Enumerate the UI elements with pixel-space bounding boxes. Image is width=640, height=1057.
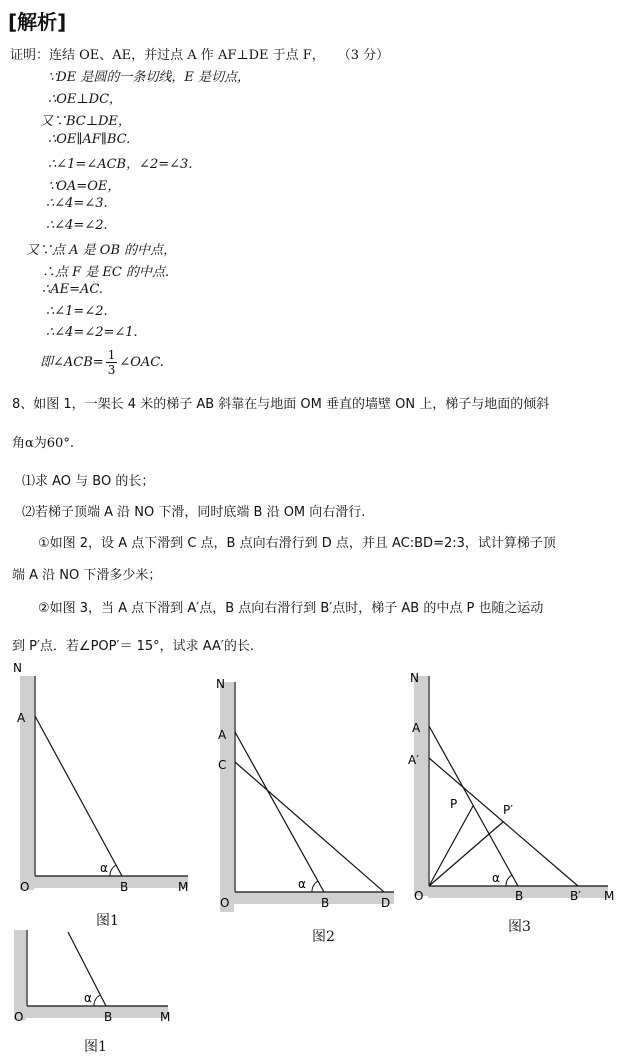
segment-op [429, 806, 473, 886]
proof-line: 证明：连结 OE、AE，并过点 A 作 AF⊥DE 于点 F， （3 分） [10, 48, 390, 63]
fraction [106, 348, 118, 377]
figure-3-drawing [400, 666, 630, 916]
proof-line: ∴∠1=∠2. [46, 304, 108, 319]
label-b: B [515, 889, 524, 903]
label-a: A [218, 728, 227, 742]
figure-3 [400, 666, 630, 935]
ground-bar [34, 876, 188, 888]
label-a: A [412, 721, 421, 735]
proof-line: ∵OA=OE， [48, 179, 121, 194]
conclusion-suffix: ∠OAC. [119, 355, 164, 370]
proof-line: ∴OE⊥DC， [48, 92, 123, 107]
label-p: P [450, 797, 458, 811]
label-a-prime: A′ [408, 753, 419, 767]
problem-line: 角α为60°. [12, 436, 74, 451]
label-d: D [381, 896, 391, 910]
figure-4 [0, 928, 180, 1055]
proof-line: ∴AE=AC. [42, 282, 104, 297]
figure-4-drawing [0, 928, 180, 1028]
label-n: N [216, 677, 225, 691]
figure-caption: 图2 [312, 929, 335, 945]
problem-sub: ①如图 2，设 A 点下滑到 C 点，B 点向右滑行到 D 点，并且 AC:BD=2:3，试计算梯子顶 [38, 536, 556, 551]
label-n: N [410, 671, 419, 685]
figure-1 [0, 658, 200, 932]
wall-bar [414, 676, 428, 896]
angle-arc [110, 865, 116, 876]
ladder-line [35, 716, 122, 876]
figure-caption: 图1 [84, 1039, 107, 1055]
problem-part: ⑵若梯子顶端 A 沿 NO 下滑，同时底端 B 沿 OM 向右滑行. [22, 505, 366, 520]
proof-conclusion [40, 348, 164, 377]
proof-line: ∵DE 是圆的一条切线，E 是切点， [48, 70, 250, 85]
label-b: B [120, 880, 129, 894]
fraction-denominator: 3 [107, 363, 116, 377]
label-m: M [604, 889, 615, 903]
proof-line: 又∵点 A 是 OB 的中点， [26, 243, 177, 258]
figure-2-drawing [200, 672, 400, 922]
proof-line: ∴∠4=∠3. [46, 196, 108, 211]
label-n: N [13, 661, 22, 675]
label-c: C [218, 758, 227, 772]
proof-line: ∴∠4=∠2=∠1. [46, 325, 138, 340]
wall-bar [20, 676, 34, 890]
label-alpha: α [84, 991, 92, 1005]
angle-arc [312, 881, 318, 892]
ladder-cd [235, 762, 384, 892]
label-a: A [17, 711, 26, 725]
wall-bar [14, 930, 26, 1020]
ground-bar [234, 892, 394, 904]
problem-sub: 端 A 沿 NO 下滑多少米； [12, 568, 162, 583]
label-o: O [414, 889, 424, 903]
proof-line: ∴点 F 是 EC 的中点. [42, 265, 170, 280]
proof-line: ∴∠1=∠ACB，∠2=∠3. [48, 157, 193, 172]
ladder-ab [235, 732, 324, 892]
problem-part: ⑴求 AO 与 BO 的长； [22, 474, 155, 489]
problem-line: 8、如图 1，一架长 4 米的梯子 AB 斜靠在与地面 OM 垂直的墙壁 ON 上，梯子与地面的倾斜 [12, 397, 550, 412]
label-b-prime: B′ [570, 889, 581, 903]
figure-2 [200, 672, 400, 945]
label-m: M [160, 1010, 171, 1024]
label-o: O [220, 896, 230, 910]
label-o: O [14, 1010, 24, 1024]
wall-bar [220, 682, 234, 912]
conclusion-prefix: 即∠ACB= [40, 355, 104, 370]
figure-1-drawing [0, 658, 200, 928]
proof-line: ∴∠4=∠2. [46, 218, 108, 233]
label-p-prime: P′ [503, 803, 513, 817]
figure-caption: 图3 [508, 919, 531, 935]
label-b: B [104, 1010, 113, 1024]
figure-caption: 图1 [96, 913, 119, 929]
proof-line: 又∵BC⊥DE， [40, 114, 131, 129]
label-alpha: α [298, 877, 306, 891]
label-o: O [20, 880, 30, 894]
fraction-numerator: 1 [107, 348, 116, 362]
ground-bar [26, 1006, 168, 1018]
label-alpha: α [100, 861, 108, 875]
angle-arc [94, 995, 100, 1006]
label-b: B [321, 896, 330, 910]
angle-arc [506, 875, 512, 886]
section-heading: [解析] [8, 10, 67, 34]
problem-sub: ②如图 3，当 A 点下滑到 A′点，B 点向右滑行到 B′点时，梯子 AB 的中点 P 也随之运动 [38, 601, 544, 616]
label-alpha: α [492, 871, 500, 885]
problem-sub: 到 P′点．若∠POP′＝ 15°，试求 AA′的长. [12, 639, 254, 654]
proof-line: ∴OE∥AF∥BC. [48, 132, 131, 147]
label-m: M [178, 880, 189, 894]
